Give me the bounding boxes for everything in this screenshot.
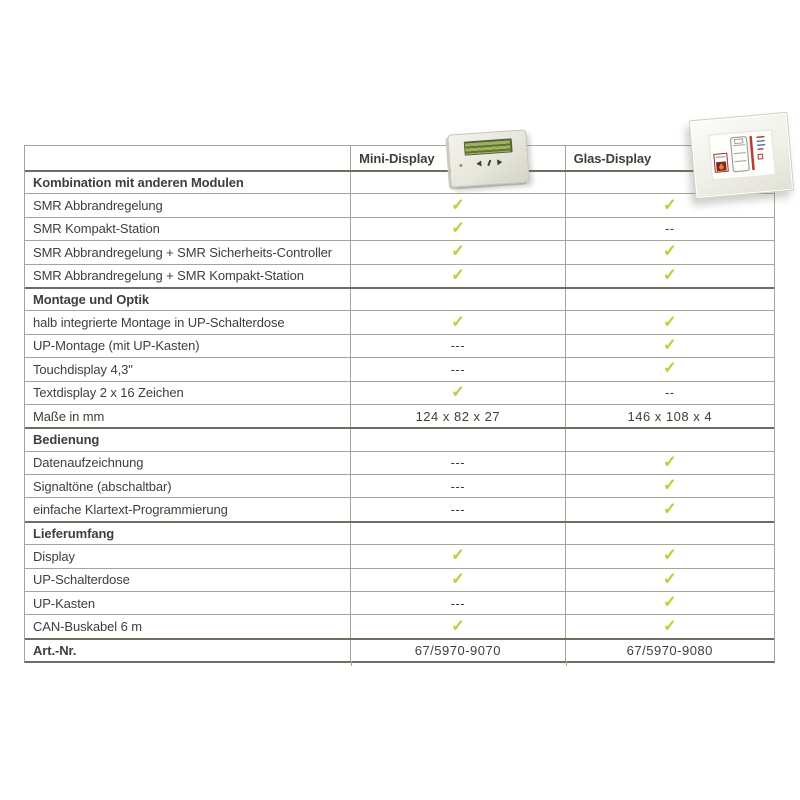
mini-value-cell xyxy=(350,311,564,333)
table-row xyxy=(25,614,774,637)
not-available-dash: --- xyxy=(450,502,466,518)
mini-value-cell xyxy=(350,289,564,310)
checkmark-icon: ✓ xyxy=(663,570,677,588)
table-row xyxy=(25,381,774,404)
row-label: Display xyxy=(33,548,75,564)
glas-value-cell xyxy=(565,498,774,520)
checkmark-icon: ✓ xyxy=(451,196,465,214)
glas-value-cell xyxy=(565,545,774,567)
enter-key-icon xyxy=(487,160,491,166)
row-label: Bedienung xyxy=(33,432,100,448)
glas-screen xyxy=(708,129,776,180)
table-row xyxy=(25,568,774,591)
row-label: Maße in mm xyxy=(33,408,105,424)
checkmark-icon: ✓ xyxy=(663,360,677,378)
header-mini-display: Mini-Display xyxy=(350,146,564,170)
mini-value-cell xyxy=(350,358,564,380)
led-dot-icon xyxy=(459,163,462,166)
mini-value-cell xyxy=(350,429,564,450)
value-text: 146 x 108 x 4 xyxy=(627,408,713,424)
glas-value-cell xyxy=(565,405,774,427)
mini-value-cell xyxy=(350,265,564,287)
glas-value-cell xyxy=(565,194,774,216)
arrow-right-icon xyxy=(497,159,502,165)
row-label: SMR Abbrandregelung xyxy=(33,198,163,214)
glas-value-cell xyxy=(565,640,774,661)
checkmark-icon: ✓ xyxy=(451,313,465,331)
mini-value-cell xyxy=(350,194,564,216)
table-row xyxy=(25,334,774,357)
glas-value-cell xyxy=(565,289,774,310)
lcd-screen xyxy=(465,140,511,154)
glas-value-cell xyxy=(565,615,774,637)
device-buttons xyxy=(450,157,527,168)
glas-value-cell xyxy=(565,335,774,357)
column-divider-stub xyxy=(351,661,352,666)
arrow-left-icon xyxy=(476,161,481,167)
table-row xyxy=(25,591,774,614)
row-label: Lieferumfang xyxy=(33,526,115,542)
value-text: 124 x 82 x 27 xyxy=(415,408,501,424)
row-label: halb integrierte Montage in UP-Schalterdose xyxy=(33,315,285,331)
checkmark-icon: ✓ xyxy=(451,617,465,635)
checkmark-icon: ✓ xyxy=(663,336,677,354)
glas-value-cell xyxy=(565,382,774,404)
checkmark-icon: ✓ xyxy=(451,547,465,565)
glas-value-cell xyxy=(565,311,774,333)
table-row xyxy=(25,451,774,474)
checkmark-icon: ✓ xyxy=(663,477,677,495)
table-row xyxy=(25,264,774,287)
row-label: Datenaufzeichnung xyxy=(33,455,144,471)
glas-display-product-image xyxy=(689,112,795,199)
mini-value-cell xyxy=(350,452,564,474)
row-label: Art.-Nr. xyxy=(33,643,77,658)
checkmark-icon: ✓ xyxy=(663,243,677,261)
section-row xyxy=(25,427,774,450)
table-row xyxy=(25,404,774,427)
not-available-dash: --- xyxy=(450,595,466,611)
section-row xyxy=(25,521,774,544)
glas-value-cell xyxy=(565,452,774,474)
table-row xyxy=(25,193,774,216)
glas-value-cell xyxy=(565,429,774,450)
row-label: UP-Schalterdose xyxy=(33,572,130,588)
checkmark-icon: ✓ xyxy=(663,313,677,331)
mini-value-cell xyxy=(350,545,564,567)
comparison-table xyxy=(24,145,775,663)
row-label: Signaltöne (abschaltbar) xyxy=(33,478,172,494)
mini-value-cell xyxy=(350,523,564,544)
row-label: SMR Abbrandregelung + SMR Sicherheits-Controller xyxy=(33,244,333,260)
row-label: Touchdisplay 4,3" xyxy=(33,361,133,377)
table-row xyxy=(25,497,774,520)
glas-value-cell xyxy=(565,592,774,614)
header-glas-display: Glas-Display xyxy=(565,146,774,170)
row-label: einfache Klartext-Programmierung xyxy=(33,502,228,518)
glas-value-cell xyxy=(565,265,774,287)
checkmark-icon: ✓ xyxy=(663,453,677,471)
mini-value-cell xyxy=(350,498,564,520)
header-empty-cell xyxy=(25,146,350,170)
checkmark-icon: ✓ xyxy=(663,617,677,635)
checkmark-icon: ✓ xyxy=(451,219,465,237)
mini-value-cell xyxy=(350,592,564,614)
table-row xyxy=(25,357,774,380)
not-available-dash: --- xyxy=(450,455,466,471)
lcd-display-icon xyxy=(463,138,512,155)
row-label: Kombination mit anderen Modulen xyxy=(33,175,244,191)
checkmark-icon: ✓ xyxy=(663,547,677,565)
row-label: Montage und Optik xyxy=(33,292,150,308)
not-available-dash: -- xyxy=(664,221,675,237)
not-available-dash: --- xyxy=(450,361,466,377)
checkmark-icon: ✓ xyxy=(451,266,465,284)
mini-display-product-image xyxy=(447,129,530,187)
checkmark-icon: ✓ xyxy=(451,243,465,261)
glas-value-cell xyxy=(565,218,774,240)
mini-value-cell xyxy=(350,640,564,661)
row-label: SMR Abbrandregelung + SMR Kompakt-Station xyxy=(33,268,304,284)
glas-value-cell xyxy=(565,569,774,591)
table-header-row xyxy=(25,146,774,170)
footer-row xyxy=(25,638,774,661)
checkmark-icon: ✓ xyxy=(451,570,465,588)
mini-value-cell xyxy=(350,382,564,404)
row-label: Textdisplay 2 x 16 Zeichen xyxy=(33,385,184,401)
table-row xyxy=(25,217,774,240)
mini-value-cell xyxy=(350,569,564,591)
checkmark-icon: ✓ xyxy=(663,196,677,214)
value-text: 67/5970-9080 xyxy=(626,643,713,658)
not-available-dash: --- xyxy=(450,478,466,494)
glas-value-cell xyxy=(565,475,774,497)
row-label: SMR Kompakt-Station xyxy=(33,221,160,237)
table-row xyxy=(25,310,774,333)
row-label: UP-Montage (mit UP-Kasten) xyxy=(33,338,200,354)
checkmark-icon: ✓ xyxy=(663,594,677,612)
checkmark-icon: ✓ xyxy=(451,383,465,401)
table-row xyxy=(25,240,774,263)
mini-value-cell xyxy=(350,615,564,637)
row-label: CAN-Buskabel 6 m xyxy=(33,619,142,635)
mini-value-cell xyxy=(350,218,564,240)
glas-value-cell xyxy=(565,358,774,380)
section-row xyxy=(25,287,774,310)
not-available-dash: --- xyxy=(450,338,466,354)
mini-value-cell xyxy=(350,405,564,427)
table-row xyxy=(25,474,774,497)
mini-value-cell xyxy=(350,475,564,497)
glas-value-cell xyxy=(565,523,774,544)
glas-value-cell xyxy=(565,241,774,263)
mini-value-cell xyxy=(350,241,564,263)
row-label: UP-Kasten xyxy=(33,595,95,611)
checkmark-icon: ✓ xyxy=(663,266,677,284)
column-divider-stub xyxy=(566,661,567,666)
section-row xyxy=(25,170,774,193)
not-available-dash: -- xyxy=(664,385,675,401)
boiler-schematic-graphic xyxy=(709,130,775,179)
value-text: 67/5970-9070 xyxy=(414,643,501,658)
checkmark-icon: ✓ xyxy=(663,500,677,518)
table-row xyxy=(25,544,774,567)
mini-value-cell xyxy=(350,335,564,357)
button-group xyxy=(476,159,502,167)
